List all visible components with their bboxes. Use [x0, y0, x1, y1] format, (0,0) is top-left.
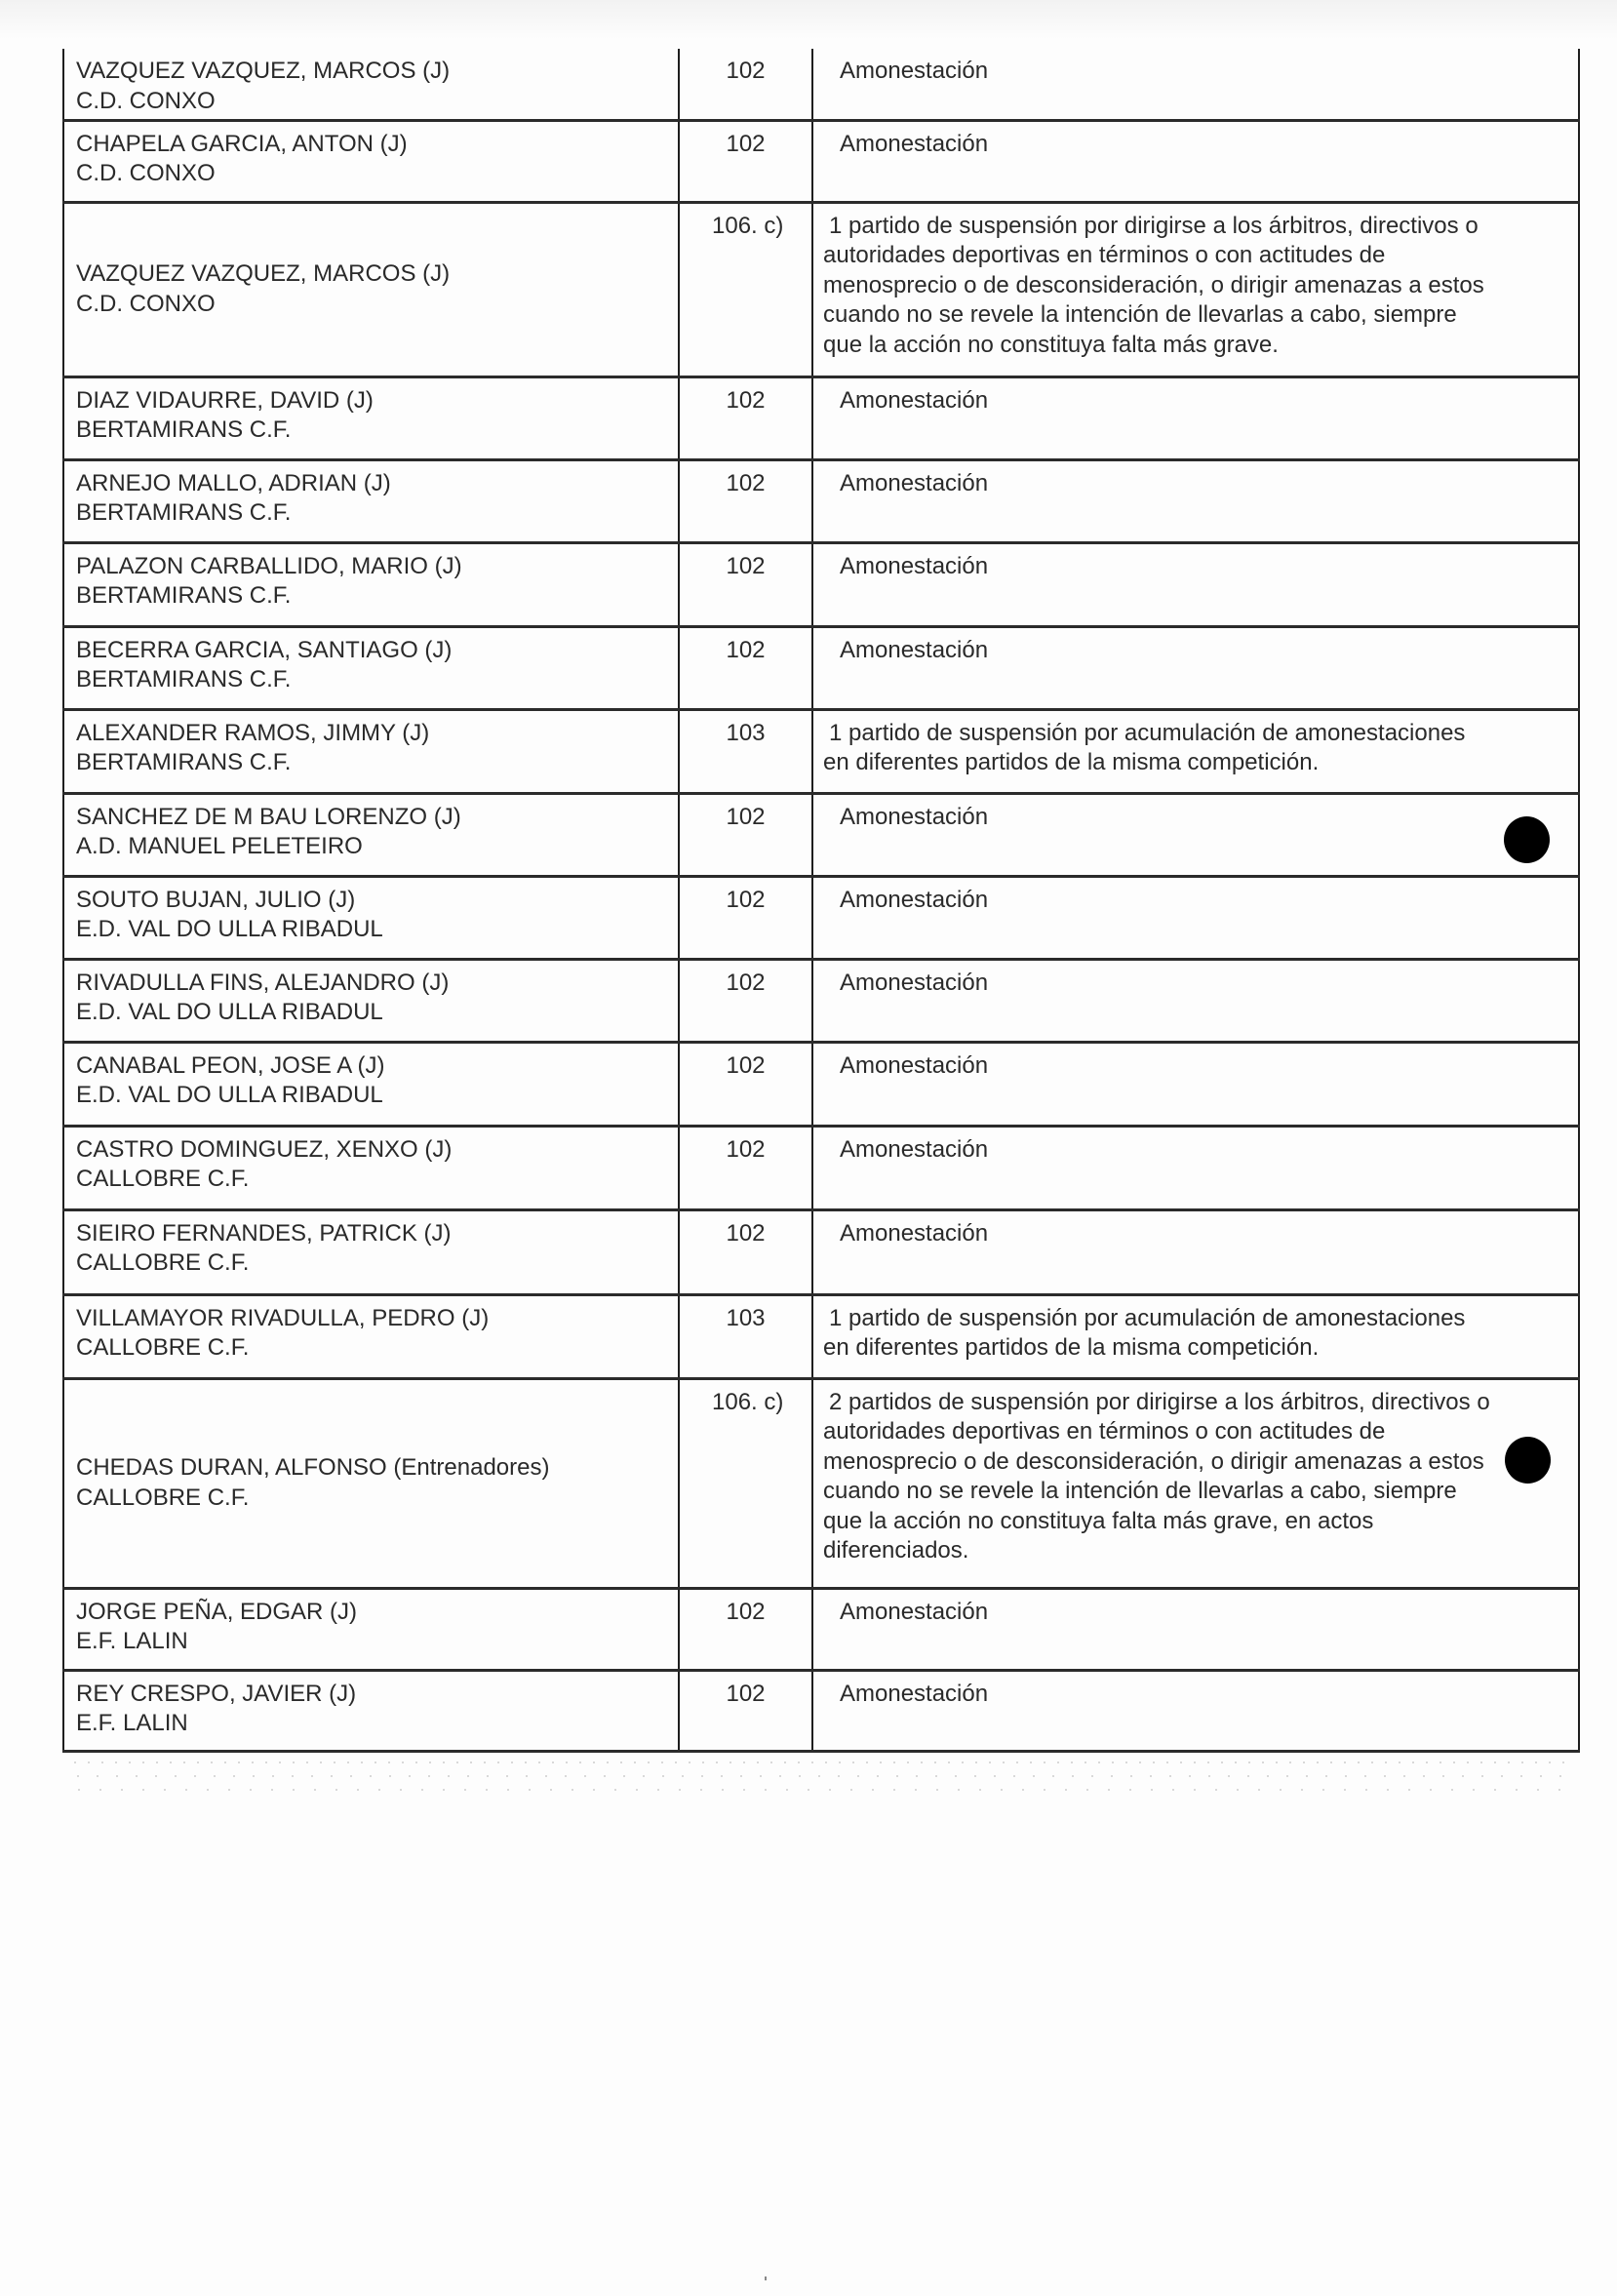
sanction-text: en diferentes partidos de la misma competición.	[823, 749, 1320, 775]
player-cell	[63, 202, 679, 376]
sanctions-table	[62, 49, 1580, 1753]
table-row	[63, 120, 1579, 202]
player-name: CHAPELA GARCIA, ANTON (J)	[76, 130, 408, 157]
article-cell: 102	[679, 376, 812, 459]
table-row	[63, 459, 1579, 542]
sanction-text: Amonestación	[840, 636, 989, 663]
club-name: CALLOBRE C.F.	[76, 1484, 250, 1511]
sanction-text: 1 partido de suspensión por acumulación de amonestaciones	[829, 719, 1466, 746]
article-cell: 103	[679, 709, 812, 793]
table-row	[63, 1378, 1579, 1588]
player-name: VILLAMAYOR RIVADULLA, PEDRO (J)	[76, 1304, 490, 1331]
player-cell	[63, 709, 679, 793]
sanction-cell	[812, 876, 1579, 959]
sanction-text: diferenciados.	[823, 1537, 969, 1564]
table-row	[63, 1042, 1579, 1126]
player-cell	[63, 1670, 679, 1751]
redaction-dot	[1504, 816, 1550, 863]
club-name: E.D. VAL DO ULLA RIBADUL	[76, 1082, 383, 1108]
player-cell	[63, 1378, 679, 1588]
club-name: E.F. LALIN	[76, 1628, 188, 1654]
sanction-cell	[812, 1294, 1579, 1378]
sanction-text: Amonestación	[840, 58, 989, 84]
player-cell	[63, 793, 679, 876]
player-name: ALEXANDER RAMOS, JIMMY (J)	[76, 719, 430, 746]
sanction-cell	[812, 1209, 1579, 1294]
club-name: CALLOBRE C.F.	[76, 1249, 250, 1276]
sanction-text: 1 partido de suspensión por acumulación de amonestaciones	[829, 1304, 1466, 1331]
club-name: E.D. VAL DO ULLA RIBADUL	[76, 916, 383, 942]
sanction-text: Amonestación	[840, 386, 989, 414]
sanction-text: Amonestación	[840, 469, 989, 496]
table-row	[63, 959, 1579, 1042]
player-name: SANCHEZ DE M BAU LORENZO (J)	[76, 803, 461, 830]
sanction-text: en diferentes partidos de la misma competición.	[823, 1334, 1320, 1361]
player-cell	[63, 376, 679, 459]
article-cell: 102	[679, 1209, 812, 1294]
player-cell	[63, 959, 679, 1042]
sanction-text: autoridades deportivas en términos o con actitudes de	[823, 242, 1386, 268]
sanction-text: Amonestación	[840, 803, 989, 830]
player-name: ARNEJO MALLO, ADRIAN (J)	[76, 469, 391, 496]
redaction-dot	[1505, 1437, 1551, 1484]
player-name: REY CRESPO, JAVIER (J)	[76, 1680, 357, 1707]
scan-shadow	[0, 0, 1617, 39]
table-row	[63, 1294, 1579, 1378]
sanction-cell	[812, 202, 1579, 376]
scan-dot-pattern	[68, 1762, 1570, 1763]
article-cell: 102	[679, 459, 812, 542]
article-cell: 102	[679, 959, 812, 1042]
player-name: VAZQUEZ VAZQUEZ, MARCOS (J)	[76, 58, 451, 84]
club-name: CALLOBRE C.F.	[76, 1334, 250, 1361]
sanction-text: que la acción no constituya falta más grave.	[823, 331, 1279, 358]
player-name: SIEIRO FERNANDES, PATRICK (J)	[76, 1219, 452, 1247]
player-cell	[63, 49, 679, 120]
sanction-cell	[812, 626, 1579, 709]
article-cell: 106. c)	[679, 202, 812, 376]
table-row	[63, 202, 1579, 376]
player-name: SOUTO BUJAN, JULIO (J)	[76, 886, 356, 913]
sanction-text: Amonestación	[840, 1598, 989, 1625]
table-row	[63, 49, 1579, 120]
article-cell: 102	[679, 626, 812, 709]
sanction-text: 2 partidos de suspensión por dirigirse a los árbitros, directivos o	[829, 1388, 1490, 1415]
sanction-text: que la acción no constituya falta más grave, en actos	[823, 1507, 1374, 1534]
article-cell: 102	[679, 49, 812, 120]
player-name: DIAZ VIDAURRE, DAVID (J)	[76, 386, 374, 414]
club-name: BERTAMIRANS C.F.	[76, 499, 292, 526]
player-cell	[63, 459, 679, 542]
article-cell: 102	[679, 1042, 812, 1126]
article-cell: 106. c)	[679, 1378, 812, 1588]
sanction-text: Amonestación	[840, 1135, 989, 1163]
player-name: CHEDAS DURAN, ALFONSO (Entrenadores)	[76, 1454, 550, 1481]
sanction-cell	[812, 709, 1579, 793]
sanction-text: autoridades deportivas en términos o con actitudes de	[823, 1418, 1386, 1445]
player-name: CASTRO DOMINGUEZ, XENXO (J)	[76, 1135, 453, 1163]
player-name: JORGE PEÑA, EDGAR (J)	[76, 1598, 358, 1625]
table-row	[63, 876, 1579, 959]
article-cell: 102	[679, 542, 812, 626]
sanction-text: menosprecio o de desconsideración, o dirigir amenazas a estos	[823, 1447, 1484, 1475]
player-cell	[63, 876, 679, 959]
club-name: C.D. CONXO	[76, 160, 216, 186]
sanction-cell	[812, 959, 1579, 1042]
sanction-cell	[812, 459, 1579, 542]
sanction-cell	[812, 376, 1579, 459]
scan-speck	[765, 2276, 767, 2280]
sanction-text: Amonestación	[840, 969, 989, 996]
club-name: BERTAMIRANS C.F.	[76, 416, 292, 443]
club-name: A.D. MANUEL PELETEIRO	[76, 833, 363, 859]
sanction-cell	[812, 1378, 1579, 1588]
player-name: PALAZON CARBALLIDO, MARIO (J)	[76, 552, 462, 579]
club-name: BERTAMIRANS C.F.	[76, 582, 292, 609]
article-cell: 102	[679, 793, 812, 876]
player-name: VAZQUEZ VAZQUEZ, MARCOS (J)	[76, 260, 451, 287]
player-name: CANABAL PEON, JOSE A (J)	[76, 1051, 385, 1079]
article-cell: 102	[679, 1588, 812, 1670]
table-row	[63, 1588, 1579, 1670]
table-row	[63, 709, 1579, 793]
sanction-text: cuando no se revele la intención de llevarlas a cabo, siempre	[823, 301, 1457, 328]
club-name: E.D. VAL DO ULLA RIBADUL	[76, 999, 383, 1025]
article-cell: 102	[679, 120, 812, 202]
sanction-text: Amonestación	[840, 130, 989, 157]
sanction-text: Amonestación	[840, 886, 989, 913]
article-cell: 102	[679, 876, 812, 959]
article-cell: 102	[679, 1126, 812, 1209]
article-cell: 103	[679, 1294, 812, 1378]
club-name: BERTAMIRANS C.F.	[76, 666, 292, 693]
table-row	[63, 1209, 1579, 1294]
scan-dot-pattern	[68, 1789, 1570, 1791]
sanction-cell	[812, 1126, 1579, 1209]
player-cell	[63, 1294, 679, 1378]
club-name: BERTAMIRANS C.F.	[76, 749, 292, 775]
sanction-text: Amonestación	[840, 1051, 989, 1079]
sanction-cell	[812, 120, 1579, 202]
sanction-cell	[812, 1670, 1579, 1751]
player-cell	[63, 1588, 679, 1670]
table-row	[63, 542, 1579, 626]
scan-dot-pattern	[68, 1775, 1570, 1777]
sanction-cell	[812, 1588, 1579, 1670]
sanction-cell	[812, 793, 1579, 876]
sanction-text: Amonestación	[840, 552, 989, 579]
club-name: C.D. CONXO	[76, 290, 216, 317]
table-row	[63, 793, 1579, 876]
table-row	[63, 1126, 1579, 1209]
player-cell	[63, 626, 679, 709]
player-name: BECERRA GARCIA, SANTIAGO (J)	[76, 636, 453, 663]
player-cell	[63, 120, 679, 202]
sanction-text: menosprecio o de desconsideración, o dirigir amenazas a estos	[823, 271, 1484, 298]
article-cell: 102	[679, 1670, 812, 1751]
player-cell	[63, 1126, 679, 1209]
sanction-cell	[812, 1042, 1579, 1126]
player-name: RIVADULLA FINS, ALEJANDRO (J)	[76, 969, 450, 996]
table-row	[63, 1670, 1579, 1751]
sanction-text: Amonestación	[840, 1219, 989, 1247]
player-cell	[63, 1042, 679, 1126]
player-cell	[63, 542, 679, 626]
sanction-cell	[812, 49, 1579, 120]
club-name: CALLOBRE C.F.	[76, 1166, 250, 1192]
club-name: C.D. CONXO	[76, 87, 216, 114]
sanction-text: Amonestación	[840, 1680, 989, 1707]
player-cell	[63, 1209, 679, 1294]
club-name: E.F. LALIN	[76, 1710, 188, 1736]
sanction-text: cuando no se revele la intención de llevarlas a cabo, siempre	[823, 1478, 1457, 1504]
table-row	[63, 376, 1579, 459]
table-row	[63, 626, 1579, 709]
sanction-cell	[812, 542, 1579, 626]
sanction-text: 1 partido de suspensión por dirigirse a los árbitros, directivos o	[829, 212, 1479, 239]
